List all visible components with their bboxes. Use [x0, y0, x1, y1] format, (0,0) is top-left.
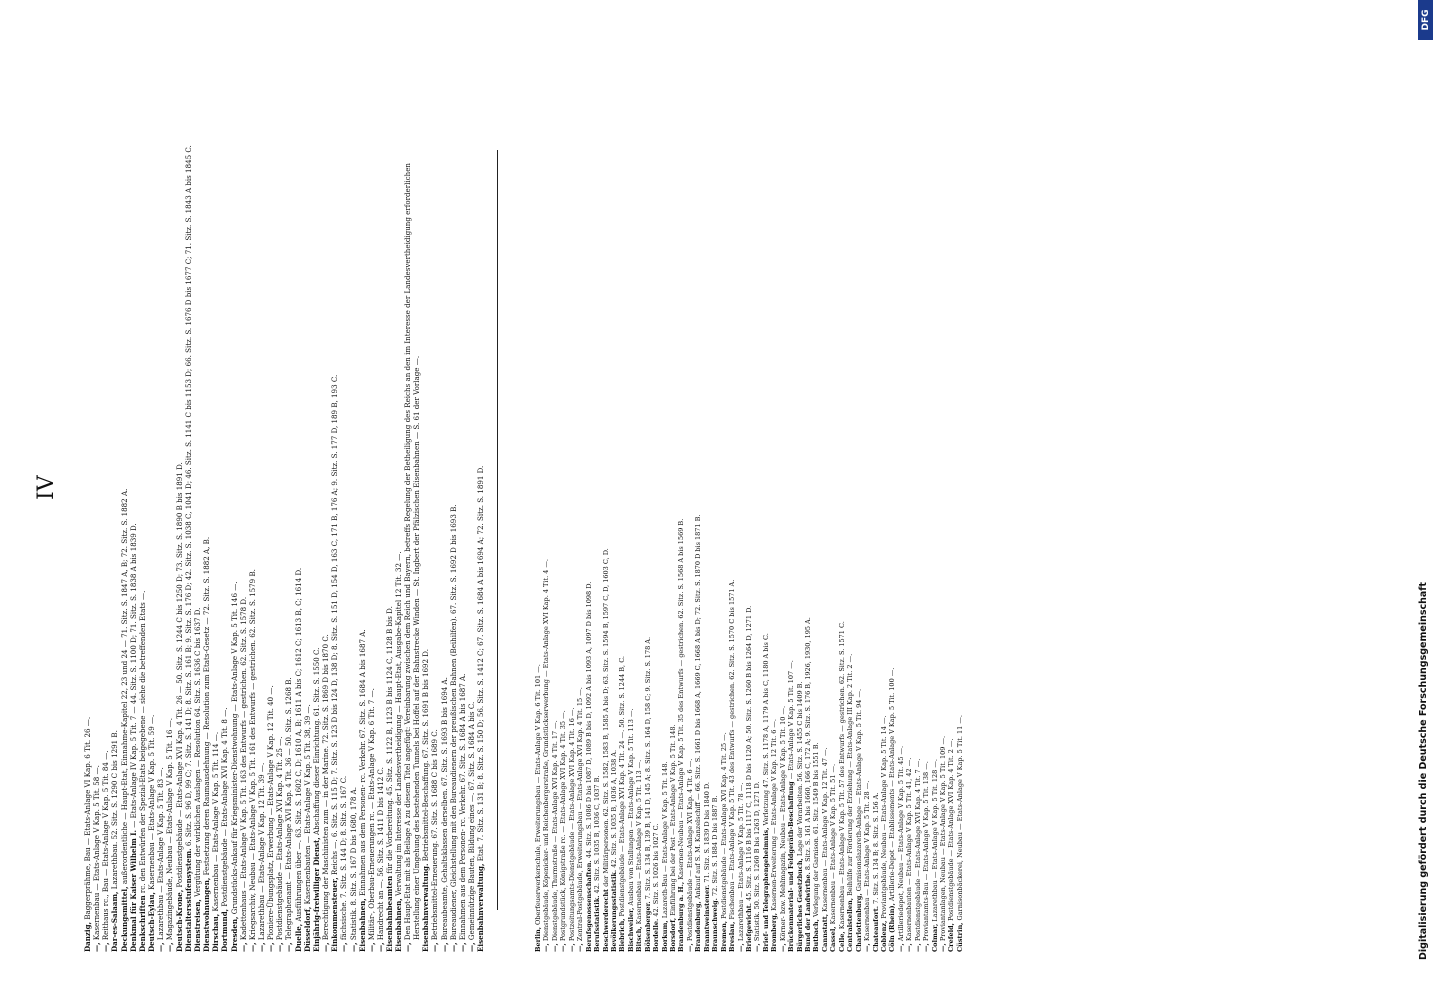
entry-text: Proviantanlagen, Neubau — Etats-Anlage V Kap. 5 Tit. 109 —. [939, 735, 947, 942]
entry-heading: Düsseldorf, [302, 906, 312, 952]
entry-heading: Colmar, [930, 923, 939, 952]
entry-text: — Etats-Anlage IV Kap. 5 Tit. 7 — 44. Sitz. S. 1100 D; 71. Sitz. S. 1838 A bis 1839 D. [128, 523, 138, 828]
entry-text: Lazarethbau — Etats-Anlage V Kap. 5 Tit. 83 —. [156, 767, 166, 941]
entry-heading: —, [92, 942, 102, 952]
entry-heading: Bordelle. [652, 918, 661, 952]
entry-heading: Duelle, [293, 923, 303, 952]
entry-heading: Celle, [837, 931, 846, 952]
entry-heading: —, [542, 943, 551, 952]
entry-heading: Crefeld, [947, 923, 956, 952]
entry-heading: Deutsch-Eylau, [147, 892, 157, 952]
entry-heading: —, [238, 942, 248, 952]
entry-heading: Eisenbahnen, [394, 898, 404, 952]
entry-heading: —, [366, 942, 376, 952]
entry-text: Kasernenbau — Etats-Anlage V Kap. 5 Tit. 51 —. [829, 763, 838, 925]
entry-text: Magazingebäude, Neubau — Etats-Anlage V Kap. 5 Tit. 16 —. [165, 718, 175, 941]
entry-heading: —, [448, 942, 458, 952]
entry-text: — Etats-Anlage V Kap. 5 Tit. 107 —. [787, 660, 796, 780]
column-divider [497, 150, 498, 910]
entry-heading: Borkum, [660, 920, 669, 952]
entry-text: 71. Sitz. S. 1839 D bis 1840 D. [702, 782, 711, 883]
entry-text: 8. Sitz. S. 161 A bis 1660, 166 C, 172 A; 9. Sitz. S. 176 B, 1926, 1930, 195 A. [804, 617, 812, 871]
entry-text: Einführung bei der Post — Etats-Anlage V Kap. 5 Tit. 148. [669, 724, 677, 916]
entry-heading: Denkmal für Kaiser Wilhelm I. [128, 830, 138, 952]
entry-heading: Dienstwohnungen, [202, 877, 212, 952]
entry-heading: —, [905, 943, 914, 952]
entry-text: Ausführungen über —. 63. Sitz. S. 1602 C, D; 1610 A, B; 1611 A bis C; 1612 C; 1613 B, C; 1614 D. [293, 567, 303, 922]
entry-heading: Eisenbahnverwaltung. [421, 863, 431, 952]
right-column-index [84, 132, 486, 952]
entry-text: Kasernenbauten — Etats-Anlage V Kap. 5 Tit. 38, 39 —. [302, 704, 312, 905]
entry-heading: Eisenbahnverwaltung, [476, 863, 486, 952]
entry-text: Etat. 7. Sitz. S. 131 B; 8. Sitz. S. 150 D; 56. Sitz. S. 1412 C; 67. Sitz. S. 1684 A bis 1694 A; 72. Sitz. S. 1891 D. [476, 465, 486, 862]
entry-heading: —, [275, 942, 285, 952]
entry-text: Einnahmen aus dem Personen- rc. Verkehr. 67. Sitz. S. 1684 A bis 1687 A. [457, 673, 467, 941]
entry-heading: —, [256, 942, 266, 952]
entry-heading: Cüstrin, [955, 922, 964, 952]
entry-text: Körner- bzw. Mehlmagazin, Neubau — Etats-Anlage V Kap. 5 Tit. 10 —. [778, 705, 787, 942]
entry-heading: Bischweiler, [626, 907, 635, 952]
entry-heading: —, [576, 943, 585, 952]
entry-text: Postdienstgebäude — Etats-Anlage XVI Kap. 4 Tit. 6 —. [685, 758, 694, 942]
entry-text: Proviantgebäude, Neubau — Etats-Anlage V Kap. 5 Tit. 14 —. [879, 715, 888, 919]
entry-heading: Berufsstatistik. [593, 895, 602, 952]
entry-text: Fischenbau — Etats-Anlage V Kap. 5 Tit. 43 des Entwurfs — gestrichen. 62. Sitz. S. 1570 C bis 1571 A. [728, 579, 737, 920]
entry-heading: —, [778, 943, 787, 952]
entry-heading: —, [685, 943, 694, 952]
entry-heading: Braunschweig. [711, 898, 720, 952]
entry-heading: —, [348, 942, 358, 952]
entry-text: Postdienstgebäude — Etats-Anlage XVI Kap. 4 Tit. 7 —. [913, 758, 922, 942]
entry-heading: Dirschau, [211, 913, 221, 952]
entry-heading: Branntweinsteuer. [702, 884, 711, 952]
entry-text: Artilleriedepot, Neubau — Etats-Anlage V Kap. 5 Tit. 45 —. [896, 745, 905, 942]
entry-heading: Berufsgenossenschaften. [584, 860, 593, 952]
entry-heading: —, [376, 942, 385, 952]
entry-heading: Bevölkerungsstatistik. [609, 869, 618, 952]
entry-text: Militär-, Oberbau-Erneuerungen rc. — Etats-Anlage V Kap. 6 Tit. 7 —. [366, 688, 376, 941]
entry-text: Zentral-Postgebäude, Erweiterungsbau — Etats-Anlage XVI Kap. 4 Tit. 15 —. [576, 687, 585, 942]
entry-text: Postdienstgebäude — Etats-Anlage XVI Kap. 4 Tit. 25 —. [719, 732, 728, 919]
entry-heading: —, [284, 942, 294, 952]
entry-heading: Charlottenburg, [854, 893, 863, 952]
entry-heading: Butbach, [812, 919, 821, 952]
entry-text: Kasernenbau — Etats-Anlage V Kap. 5 Tit. 59 —. [147, 714, 157, 890]
entry-heading: Biebrich, [618, 918, 627, 952]
entry-heading: Bremen, [719, 920, 728, 952]
entry-text: Postdienstgebäude — Etats-Anlage XVI Kap. 4 Tit. 26 — 50. Sitz. S. 1244 C bis 1250 D; 73. Sitz. S. 1890 B bis 1891 D. [174, 462, 184, 888]
entry-heading: —, [266, 942, 276, 952]
entry-heading: Dienstaltersstufensystem. [183, 848, 193, 952]
entry-heading: Berlin, [534, 927, 542, 952]
entry-text: der Militärpersonen. 62. Sitz. S. 1582, 1583 B, 1585 A bis D; 63. Sitz. S. 1594 B, 1597 C, D, 1603 C, D. [601, 548, 610, 887]
entry-text: Berechtigung der Maschinisten zum — in der Marine. 72. Sitz. S. 1869 D bis 1870 C. [321, 634, 331, 941]
entry-text: Telegraphenamt — Etats-Anlage XVI Kap. 4 Tit. 36 — 50. Sitz. S. 1268 B. [284, 677, 294, 941]
entry-heading: Borsdorf, [669, 917, 677, 952]
entry-text: fächsische. 7. Sitz. S. 144 D; 8. Sitz. S. 167 C. [339, 775, 349, 941]
entry-text: Lazareth-Bau — Etats-Anlage V Kap. 5 Tit. 148. [660, 761, 669, 919]
entry-text: Oberfeuerwerkerschule, Erweiterungsbau — Etats-Anlage V Kap. 6 Tit. 101 —. [534, 664, 542, 925]
entry-text: Abschaffung dieser Einrichtung. 61. Sitz. S. 1550 C. [311, 647, 321, 835]
digitization-note: Digitalisierung gefördert durch die Deutsche Forschungsgemeinschaft [1418, 582, 1429, 960]
entry-text: Kasernenbau — Etats-Anlage V Kap. 5 Tit. 114 —. [211, 731, 221, 912]
entry-heading: Denkschriften [137, 895, 147, 952]
entry-text: Verwaltung im Interesse der Landesvertheidigung — Haupt-Etat, Ausgabe-Kapitel 12 Tit. 32 —. [394, 551, 404, 896]
entry-heading: Dienstreisen, [192, 899, 202, 952]
entry-text: Ankauf auf S. M. Kanzelschiff — 66. Sitz. S. 1661 D bis 1668 A, 1669 C, 1668 A bis D; 72. Sitz. S. 1870 D bis 1871 B. [694, 514, 703, 900]
entry-heading: —, [457, 942, 467, 952]
entry-heading: Deckungsmittel, [119, 886, 129, 952]
entry-heading: Cassel, [829, 926, 838, 952]
entry-text: Lazarethbau — Etats-Anlage V Kap. 5 Tit. 128 —. [930, 759, 939, 922]
entry-text: Lazarethbau — Etats-Anlage V Kap. 5 Tit. 78 —. [736, 782, 745, 942]
entry-text: Postdienstgebäude — Etats-Anlage XVI Kap. 4 Tit. 8 —. [220, 707, 230, 907]
entry-text: Betriebsmittel-Erneuerung. 67. Sitz. S. 1688 C bis 1689 C. [430, 729, 440, 941]
entry-text: Kasernenbau — Etats-Anlage V Kap. 12 Tit. 47 —. [820, 747, 829, 912]
entry-text: Bureaudiener, Gleichstellung mit den Bureaudienern der preußischen Bahnen (Beihilfen). 67. Sitz. S. 1692 D bis 1693 B. [448, 504, 458, 941]
dfg-logo: DFG [1418, 0, 1433, 40]
entry-text: Grundstücks-Ankauf für Kriegsminister-Dienstwohnung — Etats-Anlage V Kap. 5 Tit. 146 —. [229, 581, 239, 915]
entry-text: Kasernenbau — Etats-Anlage V Kap. 5 Tit. 28 —. [863, 780, 872, 942]
entry-heading: —, [896, 943, 905, 952]
entry-heading: —, [430, 942, 440, 952]
entry-text: 42. Sitz. S. 1026 bis 1027 C. [652, 823, 661, 917]
entry-heading: Dortmund, [220, 908, 230, 952]
entry-heading: —, [922, 943, 931, 952]
entry-text: außerordentliche — Haupt-Etat, Einnahme-Kapitel 22, 23 und 24 — 71. Sitz. S. 1847 A, B; 72. Sitz. S. 1882 A. [119, 488, 129, 885]
entry-text: 45. Sitz. S. 1116 B bis 1117 C, 1118 D bis 1120 A; 50. Sitz. S. 1260 B bis 1264 D, 1271 D. [744, 605, 753, 901]
entry-text: Postzeitungsamts-Dienstgebäude — Etats-Anlage XVI Kap. 4 Tit. 16 —. [567, 707, 576, 942]
entry-heading: Breslau, [728, 921, 737, 952]
entry-heading: —, [156, 942, 166, 952]
entry-text: 44. Sitz. S. 1086 D bis 1087 D, 1089 B bis D, 1092 A bis 1093 A, 1097 D bis 1098 D. [584, 581, 593, 859]
entry-text: Kasernen-Neubau — Etats-Anlage V Kap. 5 Tit. 35 des Entwurfs — gestrichen. 62. Sitz. S. 1568 A bis 1569 B. [677, 518, 686, 880]
entry-text: 7. Sitz. S. 134 B; 8. Sitz. S. 156 A. [871, 792, 880, 904]
entry-text: Lazarethbau — Etats-Anlage V Kap. 12 Tit. 39 —. [256, 762, 266, 941]
entry-text: Lazarethbau. 52. Sitz. S. 1290 C bis 1291 B. [110, 730, 120, 890]
entry-text: rc. den Entwürfen der Spezial-Etats beigegebene — siehe die betreffenden Etats —. [137, 590, 147, 894]
entry-heading: —, [913, 943, 922, 952]
entry-heading: Danzig, [83, 921, 92, 952]
index-entry [404, 132, 421, 952]
entry-text: Postdienstgebäude — Etats-Anlage XVI Kap. 4 Tit. 2 —. [947, 738, 956, 921]
entry-text: Lage der Vorarbeiten. 56. Sitz. S. 1455 C bis 1409 B. [795, 681, 804, 857]
entry-heading: Brückenmaterial- und Feldgeräth-Beschaffung [787, 781, 796, 952]
entry-text: 7. Sitz. S. 134 B, 139 B, 141 D, 145 A; 8. Sitz. S. 164 D, 158 C; 9. Sitz. S. 178 A. [643, 636, 652, 900]
entry-text: Postdienstgebäude — Etats-Anlage XVI Kap. 4 Tit. 25 —. [275, 736, 285, 941]
entry-text: 42. Sitz. S. 1035 B, 1036 A, 1038 A. [609, 749, 618, 868]
entry-heading: —, [467, 942, 477, 952]
entry-text: Kasernenbau — Etats-Anlage V Kap. 5 Tit. 57 des Entwurfs — gestrichen. 62. Sitz. S. 1571 C. [837, 621, 846, 930]
entry-heading: Dresden, [229, 916, 239, 952]
entry-heading: Brandenburg, [694, 901, 703, 952]
entry-heading: Cannstatt, [820, 914, 829, 952]
entry-heading: —, [863, 943, 872, 952]
entry-heading: Brief- und Telegraphengeheimnis, [761, 827, 770, 952]
entry-text: Gemeinnützige Bauten, Bildung eines —. 67. Sitz. S. 1684 A bis C. [467, 701, 477, 941]
entry-text: Den Haupt-Etat mit als Beilage A zu diesem Titel angefügt: Vereinbarung zwischen dem Reich und Bayern, betreffs Regelung der Betheiligung des Reichs an den im Interesse der Landesvertheidigung erforderlichen Herstellung einer Umgehung des bestehenden Tunnels bei Hoffel auf der Bahnstrecke Winden — St. Ingbert der Pfälzischen Eisenbahnen — S. 61 der Vorlage —. [403, 163, 422, 941]
entry-text: für die Vorbereitung. 45. Sitz. S. 1122 B, 1123 B bis 1124 C, 1128 B bis D. [385, 606, 395, 874]
entry-heading: Bromberg, [770, 912, 779, 952]
entry-text: Statistik. 50. Sitz. S. 1260 B bis 1263 D, 1271 D. [753, 781, 762, 942]
entry-heading: Cöln (Rhein), [888, 903, 897, 952]
entry-text: Kasernenbau — Etats-Anlage V Kap. 5 Tit. 58 —. [92, 765, 102, 941]
entry-heading: Bund der Landwirthe. [804, 872, 812, 952]
entry-text: Pioniere-Übungsplatz, Erwerbung — Etats-Anlage V Kap. 12 Tit. 40 —. [266, 685, 276, 941]
entry-heading: Coblenz, [879, 920, 888, 952]
entry-text: Betriebsmittel-Beschaffung. 67. Sitz. S. 1691 B bis 1692 D. [421, 649, 431, 862]
entry-text: Dienstgebäude, Thurmstraße — Etats-Anlage XVI Kap. 4 Tit. 17 —. [550, 720, 559, 942]
entry-heading: Einjährig-freiwilliger Dienst, [311, 837, 321, 952]
entry-text: Kasernenbau — Etats-Anlage V Kap. 5 Tit. 113 —. [635, 759, 644, 925]
entry-text: Garnisonbäckerei, Neubau — Etats-Anlage V Kap. 5 Tit. 11 —. [955, 715, 964, 921]
entry-heading: Brandenburg a. H., [677, 881, 686, 952]
entry-text: Postgrundstück, Königstraße rc. — Etats-Anlage XVI Kap. 4 Tit. 35 —. [559, 710, 568, 942]
entry-text: Kriegsarchiv, Neubau — Etats-Anlage V Kap. 5 Tit. 161 des Entwurfs — gestrichen. 62. Sitz. S. 1579 B. [247, 569, 257, 941]
entry-text: Handrecht an —. 56. Sitz. S. 1411 D bis 1412 C. [376, 767, 385, 941]
entry-text: Baggerprähme, Bau — Etats-Anlage VI Kap. 6 Tit. 26 —. [83, 716, 92, 920]
entry-text: Verlegung der Garnison. 61. Sitz. 1549 B bis 1551 B. [812, 742, 821, 917]
entry-heading: —, [403, 942, 413, 952]
entry-text: Reichs —. 6. Sitz. S. 115 D; 7. Sitz. S. 123 D bis 124 D, 138 D; 8. Sitz. S. 151 D, 154 D, 163 C, 171 B, 176 A; 9. Sitz. S. 177 D, 189 B, 193 C. [330, 374, 340, 875]
entry-text: Kadettenhaus — Etats-Anlage V Kap. 5 Tit. 163 des Entwurfs — gestrichen. 62. Sitz. S. 1578 D. [238, 596, 248, 941]
entry-text: Proviantamts-Bau — Etats-Anlage V Kap. 5 Tit. 138 —. [922, 761, 931, 942]
entry-heading: Beschwerderecht [601, 888, 610, 952]
entry-text: 6. Sitz. S. 96 D, 99 C; 7. Sitz. S. 141 D; 8. Sitz. S. 161 B; 9. Sitz. S. 176 D; 42. Sitz. S. 1038 C, 1041 D; 46. Sitz. S. 1141 C bis 1153 D; 66. Sitz. S. 1676 D bis 1677 C; 71. Sitz. S. 1843 A bis 1845 C. [183, 145, 193, 847]
entry-text: Ausbau von Stallungen — Etats-Anlage V Kap. 5 Tit. 113 —. [626, 708, 635, 906]
entry-heading: Chateaufort. [871, 905, 880, 952]
entry-text: Festsetzung deren Raumausdehnung — Resolution zum Etats-Gesetz — 72. Sitz. S. 1882 A, B. [202, 536, 212, 876]
entry-heading: —, [439, 942, 449, 952]
entry-text: 42. Sitz. S. 1035 B, 1036 C, 1037 B. [593, 775, 602, 894]
entry-text: Kasernen-Erweiterung — Etats-Anlage V Kap. 12 Tit. 6 —. [770, 719, 779, 911]
entry-text: Postdienstgebäude — Etats-Anlage XVI Kap. 4 Tit. 24 —. 50. Sitz. S. 1244 B, C. [618, 655, 627, 917]
entry-heading: —, [165, 942, 175, 952]
entry-heading: —, [101, 942, 111, 952]
left-column-index [535, 132, 965, 952]
entry-heading: Bürgerliches Gesetzbuch, [795, 858, 804, 952]
entry-text: Bureaubeamte, Gehaltsklassen derselben. 67. Sitz. S. 1693 B bis 1694 A. [439, 677, 449, 941]
entry-text: Vergütung der wirklichen Auslagen — Resolution 64. Sitz. S. 1636 C bis 1637 D. [192, 607, 202, 897]
entry-text: Dienstgebäude, Köpenicker- und Reichenbergerstraße, Grundstückserwerbung — Etats-Anlage XVI Kap. 4 Tit. 4 —. [542, 559, 551, 942]
entry-heading: Dar-es-Salaam, [110, 891, 120, 952]
page-number: IV [34, 475, 59, 500]
entry-text: 72. Sitz. S. 1884 D bis 1887 B. [711, 795, 720, 896]
entry-heading: —, [559, 943, 568, 952]
entry-heading: Bitsch, [635, 926, 644, 952]
entry-heading: Bölsenberger. [643, 901, 652, 952]
entry-heading: Einkommensteuer, [330, 877, 340, 952]
entry-heading: —, [939, 943, 947, 952]
entry-heading: —, [736, 943, 745, 952]
entry-heading: —, [567, 943, 576, 952]
entry-heading: Deutsch-Krone, [174, 889, 184, 952]
entry-heading: —, [339, 942, 349, 952]
entry-text: Kasernenbauten — Etats-Anlage V Kap. 5 Tit. 41, 42 —. [905, 757, 914, 942]
entry-text: Statistik. 8. Sitz. S. 167 D bis 1680, 178 A. [348, 786, 358, 941]
entry-heading: Centralstellen, [846, 897, 855, 952]
index-entry [477, 132, 486, 952]
entry-heading: —, [753, 943, 762, 952]
entry-heading: —, [550, 943, 559, 952]
entry-heading: Eisenbahnen, [357, 898, 367, 952]
entry-heading: Eisenbahnbeamten [385, 875, 395, 952]
entry-text: Garnisonslazareth-Anlage — Etats-Anlage V Kap. 5 Tit. 94 —. [854, 688, 863, 892]
entry-text: Beihülfe zur Förderung der Erziehung — Etats-Anlage III Kap. 2 Tit. 2 —. [846, 653, 855, 896]
index-entry [957, 132, 965, 952]
entry-text: Reithaus rc., Bau — Etats-Anlage V Kap. 5 Tit. 84 —. [101, 750, 111, 941]
entry-text: Artillerie-Depot — Etablissements — Etats-Anlage V Kap. 5 Tit. 100 —. [888, 667, 897, 902]
entry-heading: —, [321, 942, 331, 952]
entry-heading: —, [247, 942, 257, 952]
entry-text: Verletzung 47. Sitz. S. 1178 A, 1179 A bis C, 1180 A bis C. [761, 633, 770, 826]
entry-heading: Briefgewicht. [744, 902, 753, 952]
entry-text: Einnahmen aus dem Personen- rc. Verkehr. 67. Sitz. S. 1684 A bis 1687 A. [357, 629, 367, 896]
